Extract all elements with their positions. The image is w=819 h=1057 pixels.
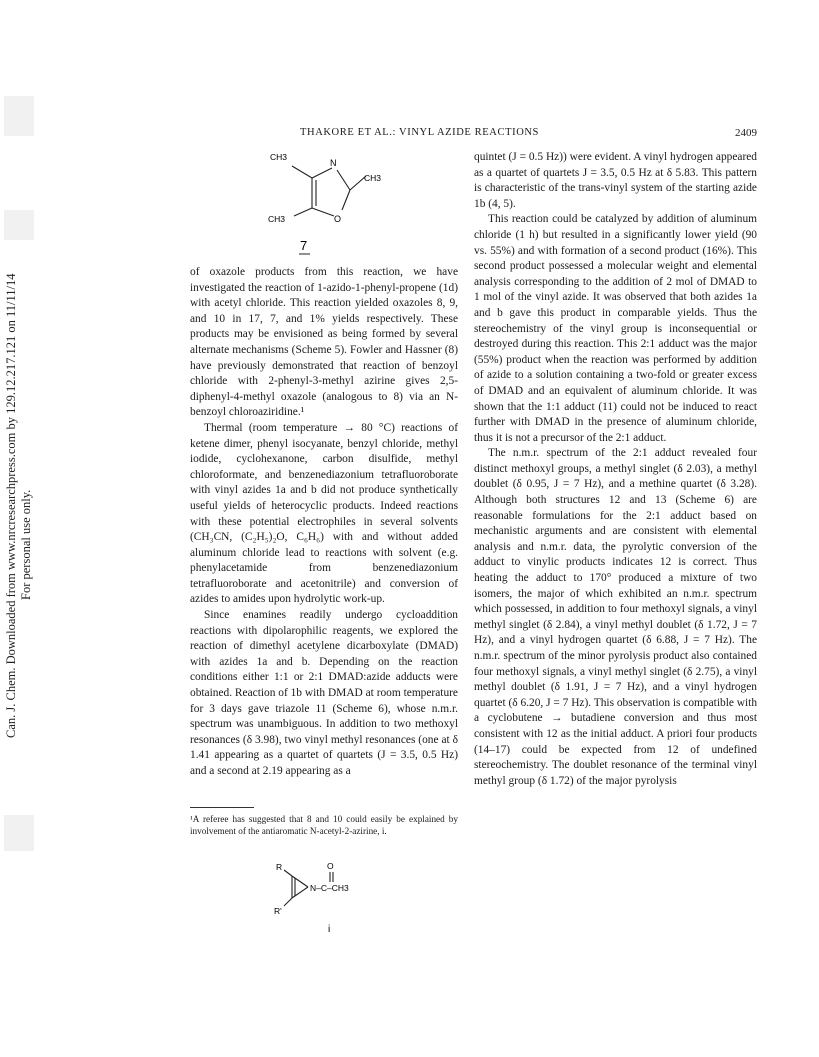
methyl-top-label: CH3 xyxy=(270,152,288,162)
paragraph: quintet (J = 0.5 Hz)) were evident. A vinyl hydrogen appeared as a quartet of quartets J = 3.5, 0.5 Hz at δ 5.83. This pattern is characteristic of the trans-vinyl system of the starting azide 1b (4, 5). xyxy=(474,151,757,210)
paragraph: This reaction could be catalyzed by addition of aluminum chloride (1 h) but resulted in a significantly lower yield (90 vs. 55%) and with formation of a second product (16%). This second product possessed a molecular weight and elemental analysis corresponding to the addition of 2 mol of DMAD to 1 mol of the vinyl azide. It was observed that both azides 1a and b gave this product in comparable yields. Thus the stereochemistry of the vinyl group is inconsequential or destroyed during this reaction. This 2:1 adduct was the major (55%) product when the reaction was performed by addition of azide to a solution containing a two-fold or greater excess of DMAD and an equivalent of aluminum chloride. It was shown that the 1:1 adduct (11) could not be induced to react further with DMAD in the presence of aluminum chloride, thus it is not a precursor of the 2:1 adduct. xyxy=(474,213,757,444)
compound-label-7: 7 xyxy=(300,238,308,253)
paragraph: Since enamines readily undergo cycloaddition reactions with dipolarophilic reagents, we explored the reaction of dimethyl acetylene dicarboxylate (DMAD) with azides 1a and b. Depending on the reaction conditions either 1:1 or 2:1 DMAD:azide adducts were obtained. Reaction of 1b with DMAD at room temperature for 3 days gave triazole 11 (Scheme 6), whose n.m.r. spectrum was unambiguous. In addition to two methoxyl resonances (δ 3.98), two vinyl methyl resonances (one at δ 1.41 appearing as a quartet of quartets (J = 3.5, 0.5 Hz) and a second at 2.19 appearing as a xyxy=(190,609,458,777)
download-margin xyxy=(0,0,36,1057)
o-atom-label: O xyxy=(334,214,342,224)
acyl-group-label: N–C–CH3 xyxy=(310,883,349,893)
footnote: ¹A referee has suggested that 8 and 10 could easily be explained by involvement of the antiaromatic N-acetyl-2-azirine, i. xyxy=(190,814,458,836)
page-number: 2409 xyxy=(735,127,757,139)
compound-label-i: i xyxy=(328,924,331,935)
scan-smudge xyxy=(4,815,34,851)
paragraph: Thermal (room temperature → 80 °C) reactions of ketene dimer, phenyl isocyanate, benzyl chloride, methyl iodide, cyclohexanone, carbon disulfide, methyl chloroformate, and benzenediazonium tetrafluoroborate with vinyl azides 1a and b did not produce synthetically useful yields of heterocyclic products. Indeed reactions with these potential electrophiles in several solvents (CH₃CN, (C₂H₅)₂O, C₆H₆) with and without added aluminum chloride lead to reactions with solvent (e.g. phenylacetamide from benzenediazonium tetrafluoroborate and acetonitrile) and conversion of azides to amides upon hydrolytic work-up. xyxy=(190,421,458,606)
n-atom-label: N xyxy=(330,158,337,168)
r-top-label: R xyxy=(276,862,283,872)
download-notice: Can. J. Chem. Downloaded from www.nrcresearchpress.com by 129.12.217.121 on 11/11/14 xyxy=(4,273,18,738)
carbonyl-o-label: O xyxy=(327,861,334,871)
paragraph: of oxazole products from this reaction, we have investigated the reaction of 1-azido-1-phenyl-propene (1d) with acetyl chloride. This reaction yielded oxazoles 8, 9, and 10 in 17, 7, and 1% yields respectively. These products may be envisioned as being formed by several alternate mechanisms (Scheme 5). Fowler and Hassner (8) have previously demonstrated that reaction of benzoyl chloride with 2-phenyl-3-methyl azirine gives 2,5-diphenyl-4-methyl oxazole (analogous to 8) via an N-benzoyl chloroaziridine.¹ xyxy=(190,266,458,419)
personal-use-notice: For personal use only. xyxy=(19,489,33,600)
oxazole-structure-7 xyxy=(262,148,392,258)
running-title: THAKORE ET AL.: VINYL AZIDE REACTIONS xyxy=(300,127,539,138)
footnote-rule xyxy=(190,807,254,808)
left-column xyxy=(190,265,458,780)
paragraph: The n.m.r. spectrum of the 2:1 adduct revealed four distinct methoxyl groups, a methyl singlet (δ 2.03), a methyl doublet (δ 0.95, J = 7 Hz), and a methine quartet (δ 3.28). Although both structures 12 and 13 (Scheme 6) are reasonable formulations for the 2:1 adduct based on mechanistic arguments and are consistent with elemental analysis and n.m.r. data, the pyrolytic conversion of the adduct to vinylic products indicates 12 is correct. Thus heating the adduct to 170° produced a mixture of two isomers, the major of which exhibited an n.m.r. spectrum which possessed, in addition to four methoxyl signals, a vinyl methyl singlet (δ 2.84), a vinyl methyl doublet (δ 1.72, J = 7 Hz), and a vinyl hydrogen quartet (δ 6.88, J = 7 Hz). The n.m.r. spectrum of the minor pyrolysis product also contained four methoxyl signals, a vinyl methyl singlet (δ 2.75), a vinyl methyl doublet (δ 1.91, J = 7 Hz), and a vinyl hydrogen quartet (δ 6.20, J = 7 Hz). This observation is compatible with a cyclobutene → butadiene conversion and thus most consistent with 12 as the initial adduct. A priori four products (14–17) could be expected from 12 of undefined stereochemistry. The doublet resonance of the terminal vinyl methyl group (δ 1.72) of the major pyrolysis xyxy=(474,447,758,787)
scan-smudge xyxy=(4,96,34,136)
azirine-structure-i xyxy=(270,858,390,936)
methyl-right-label: CH3 xyxy=(364,173,382,183)
right-column xyxy=(474,150,757,789)
methyl-left-label: CH3 xyxy=(268,214,286,224)
running-header xyxy=(300,127,757,143)
scan-smudge xyxy=(4,210,34,240)
r-prime-label: R' xyxy=(274,906,282,916)
